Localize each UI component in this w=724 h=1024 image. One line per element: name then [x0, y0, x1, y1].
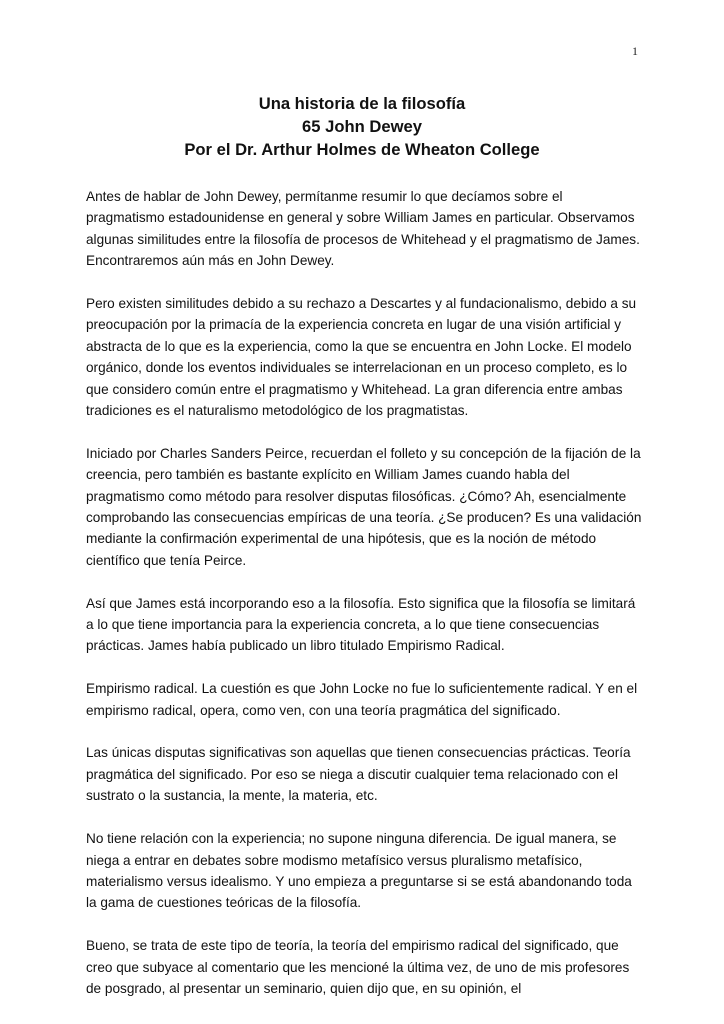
page-number: 1	[632, 44, 638, 58]
paragraph: Bueno, se trata de este tipo de teoría, la teoría del empirismo radical del significado, que creo que subyace al comentario que les mencioné la última vez, de uno de mis profesores de posgrado, al presentar un seminario, quien dijo que, en su opinión, el	[86, 938, 630, 996]
paragraph: No tiene relación con la experiencia; no supone ninguna diferencia. De igual manera, se niega a entrar en debates sobre modismo metafísico versus pluralismo metafísico, materialismo versus idealismo. Y uno empieza a preguntarse si se está abandonando toda la gama de cuestiones teóricas de la filosofía.	[86, 831, 632, 911]
paragraph: Pero existen similitudes debido a su rechazo a Descartes y al fundacionalismo, debido a su preocupación por la primacía de la experiencia concreta en lugar de una visión artificial y abstracta de lo que es la experiencia, como la que se encuentra en John Locke. El modelo orgánico, donde los eventos individuales se interrelacionan en un proceso completo, es lo que considero común entre el pragmatismo y Whitehead. La gran diferencia entre ambas tradiciones es el naturalismo metodológico de los pragmatistas.	[86, 296, 637, 419]
paragraph: Empirismo radical. La cuestión es que John Locke no fue lo suficientemente radical. Y en el empirismo radical, opera, como ven, con una teoría pragmática del significado.	[86, 681, 638, 718]
document-title	[86, 92, 638, 161]
title-line-3: Por el Dr. Arthur Holmes de Wheaton College	[184, 140, 540, 159]
paragraph: Iniciado por Charles Sanders Peirce, recuerdan el folleto y su concepción de la fijación de la creencia, pero también es bastante explícito en William James cuando habla del pragmatismo como método para resolver disputas filosóficas. ¿Cómo? Ah, esencialmente comprobando las consecuencias empíricas de una teoría. ¿Se producen? Es una validación mediante la confirmación experimental de una hipótesis, que es la noción de método científico que tenía Peirce.	[86, 445, 642, 568]
paragraph: Así que James está incorporando eso a la filosofía. Esto significa que la filosofía se limitará a lo que tiene importancia para la experiencia concreta, a lo que tiene consecuencias prácticas. James había publicado un libro titulado Empirismo Radical.	[86, 595, 636, 654]
document-body	[86, 186, 642, 1021]
paragraph: Antes de hablar de John Dewey, permítanme resumir lo que decíamos sobre el pragmatismo estadounidense en general y sobre William James en particular. Observamos algunas similitudes entre la filosofía de procesos de Whitehead y el pragmatismo de James. Encontraremos aún más en John Dewey.	[86, 189, 640, 269]
paragraph: Las únicas disputas significativas son aquellas que tienen consecuencias prácticas. Teoría pragmática del significado. Por eso se niega a discutir cualquier tema relacionado con el sustrato o la sustancia, la mente, la materia, etc.	[86, 745, 631, 804]
title-line-2: 65 John Dewey	[302, 117, 422, 136]
title-line-1: Una historia de la filosofía	[258, 94, 466, 113]
